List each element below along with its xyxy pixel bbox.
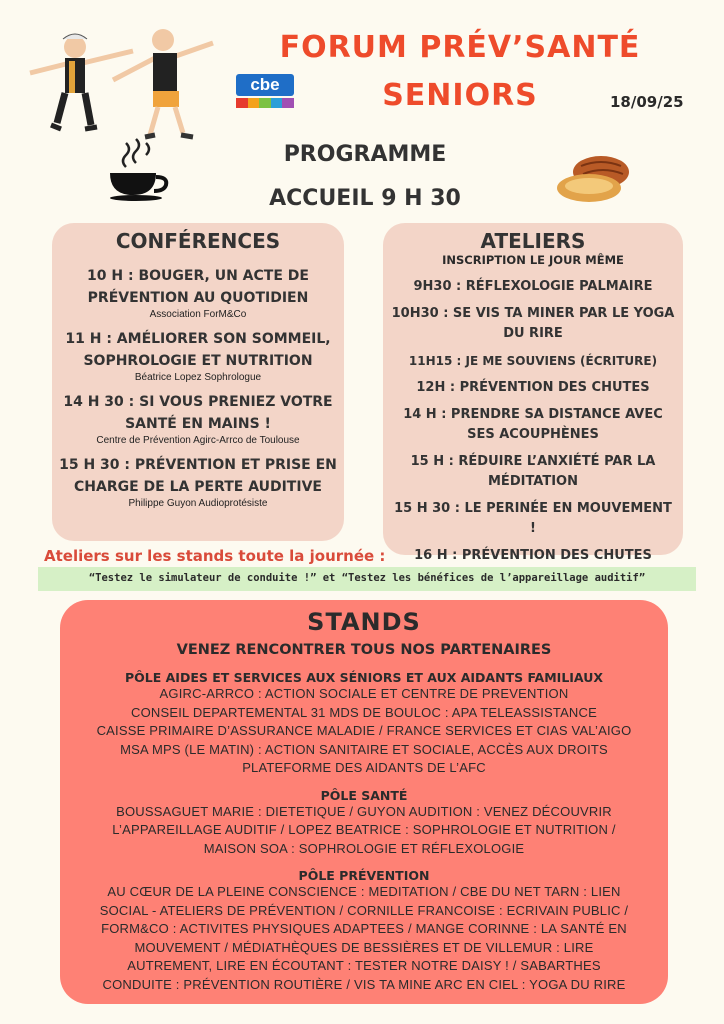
pole-line: AUTREMENT, LIRE EN ÉCOUTANT : TESTER NOTRE DAISY ! / SABARTHES [127, 958, 601, 973]
pole-line: MOUVEMENT / MÉDIATHÈQUES DE BESSIÈRES ET DE VILLEMUR : LIRE [134, 939, 594, 955]
conference-speaker: Philippe Guyon Audioprotésiste [128, 498, 268, 509]
pole-title: PÔLE AIDES ET SERVICES AUX SÉNIORS ET AUX AIDANTS FAMILIAUX [124, 670, 604, 685]
conference-item [52, 265, 344, 320]
ateliers-subheading: INSCRIPTION LE JOUR MÊME [442, 253, 624, 267]
stands-heading: STANDS [307, 608, 421, 636]
pole-line: SOCIAL - ATELIERS DE PRÉVENTION / CORNILLE FRANCOISE : ECRIVAIN PUBLIC / [99, 902, 629, 918]
accueil-time: ACCUEIL 9 H 30 [269, 186, 461, 211]
stands-box [60, 600, 668, 1004]
cbe-logo-text: cbe [236, 74, 294, 96]
title-line-1: FORUM PRÉV’SANTÉ [279, 30, 641, 65]
conference-speaker: Centre de Prévention Agirc-Arrco de Toulouse [96, 435, 300, 446]
conference-title: 15 H 30 : PRÉVENTION ET PRISE EN CHARGE DE LA PERTE AUDITIVE [59, 457, 337, 495]
atelier-item: 12H : PRÉVENTION DES CHUTES [416, 380, 650, 395]
atelier-item: 9H30 : RÉFLEXOLOGIE PALMAIRE [413, 279, 653, 294]
stands-subheading: VENEZ RENCONTRER TOUS NOS PARTENAIRES [176, 642, 552, 658]
atelier-item: 14 H : PRENDRE SA DISTANCE AVEC SES ACOUPHÈNES [403, 407, 663, 442]
pole-line: CONSEIL DEPARTEMENTAL 31 MDS DE BOULOC : APA TELEASSISTANCE [131, 704, 597, 720]
conference-item [52, 328, 344, 383]
pole-line: BOUSSAGUET MARIE : DIETETIQUE / GUYON AUDITION : VENEZ DÉCOUVRIR [116, 803, 612, 819]
pole-title: PÔLE PRÉVENTION [298, 868, 430, 883]
pole-line: AU CŒUR DE LA PLEINE CONSCIENCE : MEDITATION / CBE DU NET TARN : LIEN [107, 884, 621, 899]
pole-line: MSA MPS (LE MATIN) : ACTION SANITAIRE ET SOCIALE, ACCÈS AUX DROITS [120, 741, 608, 757]
atelier-item: 15 H 30 : LE PERINÉE EN MOUVEMENT ! [394, 501, 672, 536]
conference-speaker: Association ForM&Co [149, 309, 247, 320]
pole-line: AGIRC-ARRCO : ACTION SOCIALE ET CENTRE DE PREVENTION [159, 686, 569, 701]
conference-title: 14 H 30 : SI VOUS PRENIEZ VOTRE SANTÉ EN MAINS ! [63, 394, 333, 432]
atelier-item: 10H30 : SE VIS TA MINER PAR LE YOGA DU RIRE [391, 306, 675, 341]
pole-title: PÔLE SANTÉ [320, 787, 408, 803]
event-date: 18/09/25 [610, 93, 684, 111]
conference-item [52, 391, 344, 446]
pole-line: CAISSE PRIMAIRE D’ASSURANCE MALADIE / FRANCE SERVICES ET CIAS VAL’AIGO [96, 723, 632, 738]
coffee-cup-icon [106, 135, 174, 203]
pole-line: CONDUITE : PRÉVENTION ROUTIÈRE / VIS TA MINE ARC EN CIEL : YOGA DU RIRE [102, 976, 626, 992]
conferences-box [52, 223, 344, 541]
pole-line: L’APPAREILLAGE AUDITIF / LOPEZ BEATRICE : SOPHROLOGIE ET NUTRITION / [112, 822, 616, 837]
pole-line: PLATEFORME DES AIDANTS DE L’AFC [242, 760, 486, 775]
atelier-item: 16 H : PRÉVENTION DES CHUTES [414, 548, 652, 563]
ateliers-box [383, 223, 683, 563]
conferences-heading: CONFÉRENCES [115, 229, 281, 253]
conference-title: 10 H : BOUGER, UN ACTE DE PRÉVENTION AU QUOTIDIEN [87, 268, 309, 306]
conference-speaker: Béatrice Lopez Sophrologue [134, 372, 262, 383]
conference-item [52, 454, 344, 509]
stand-ateliers-heading: Ateliers sur les stands toute la journée : [44, 547, 386, 565]
pole-line: MAISON SOA : SOPHROLOGIE ET RÉFLEXOLOGIE [203, 840, 525, 856]
atelier-item: 15 H : RÉDUIRE L’ANXIÉTÉ PAR LA MÉDITATION [410, 454, 656, 489]
madeleine-cake-icon [555, 150, 635, 210]
programme-heading: PROGRAMME [283, 142, 447, 167]
conference-title: 11 H : AMÉLIORER SON SOMMEIL, SOPHROLOGIE ET NUTRITION [65, 331, 331, 369]
title-line-2: SENIORS [382, 78, 538, 113]
ateliers-heading: ATELIERS [480, 229, 586, 253]
pole-line: FORM&CO : ACTIVITES PHYSIQUES ADAPTEES / MANGE CORINNE : LA SANTÉ EN [101, 921, 627, 936]
dancing-seniors-illustration [15, 25, 220, 150]
atelier-item: 11H15 : JE ME SOUVIENS (ÉCRITURE) [408, 354, 658, 368]
stand-ateliers-text: “Testez le simulateur de conduite !” et “Testez les bénéfices de l’appareillage auditif” [38, 567, 696, 591]
